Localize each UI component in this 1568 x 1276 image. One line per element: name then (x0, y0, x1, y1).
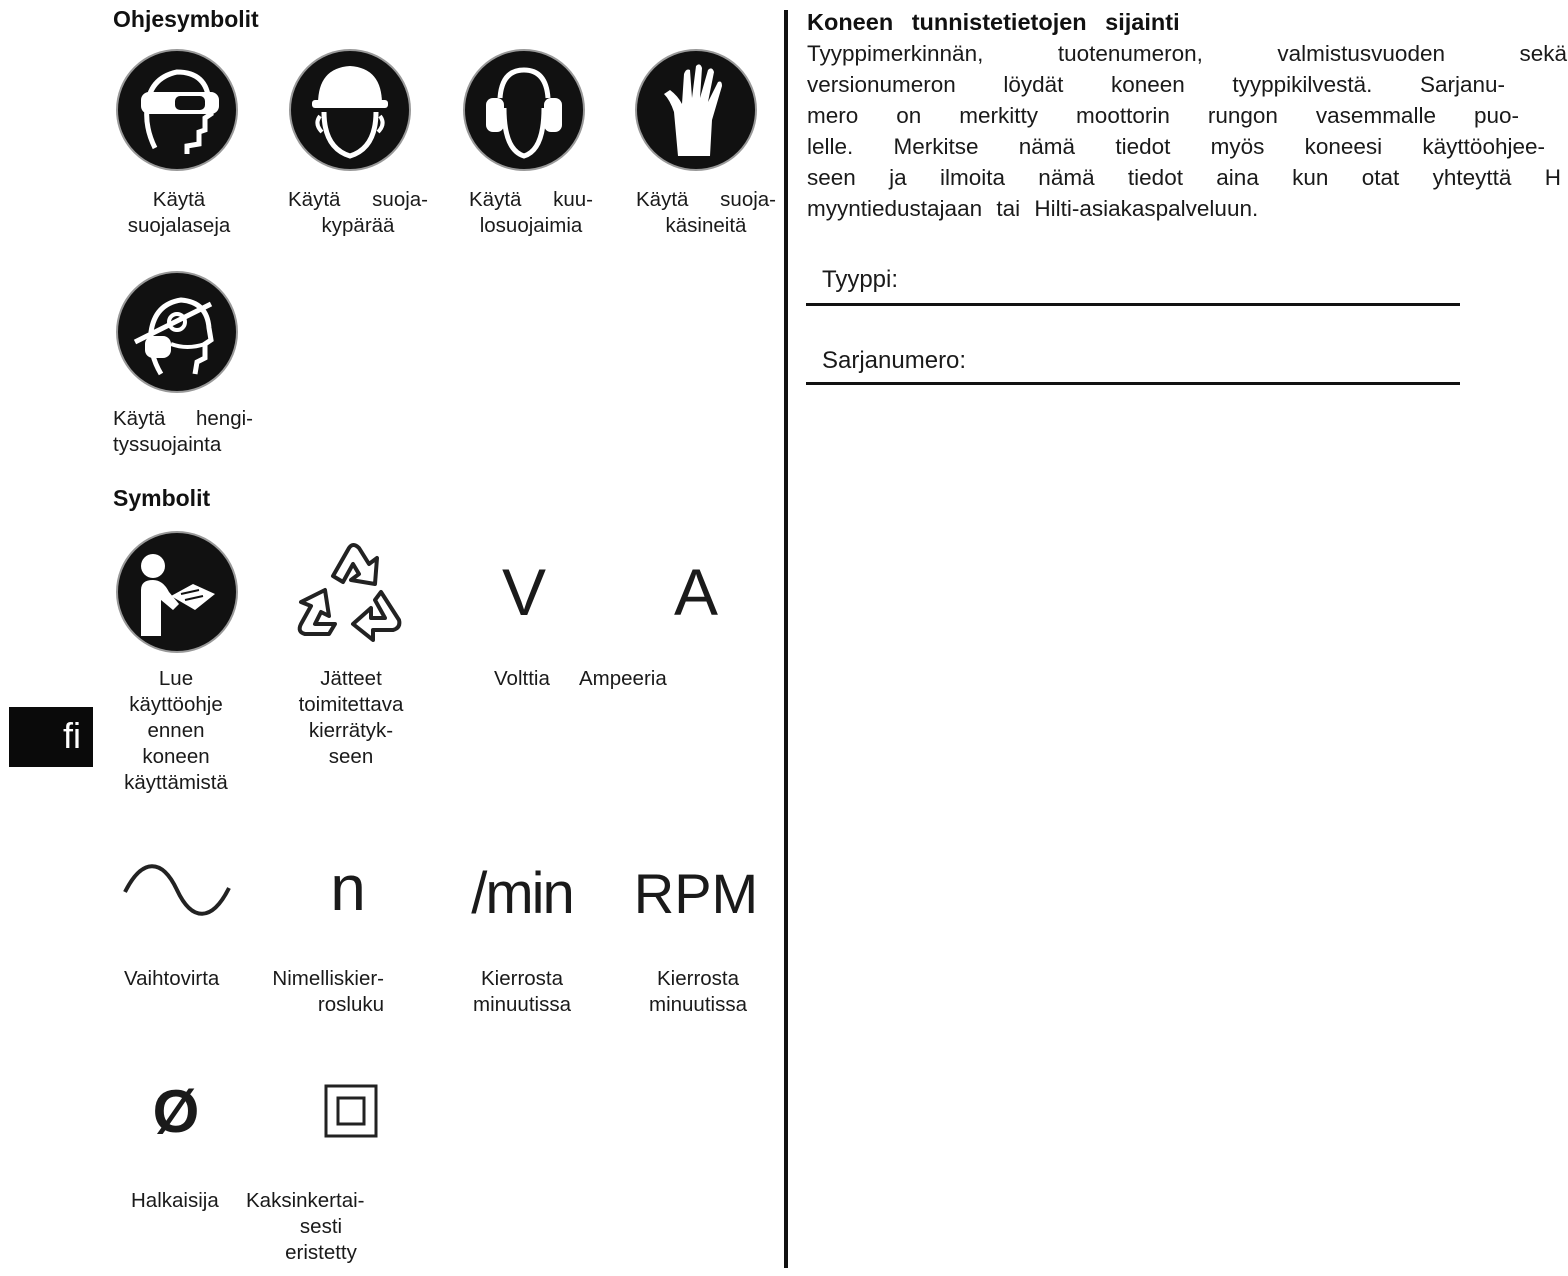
section-title: Koneen tunnistetietojen sijainti (807, 9, 1180, 35)
serial-number-label: Sarjanumero: (822, 347, 967, 374)
heading-instruction-symbols: Ohjesymbolit (113, 6, 259, 32)
gloves-icon (634, 48, 758, 172)
caption-gloves: Käytä suoja- käsineitä (636, 188, 776, 237)
caption-alternating-current: Vaihtovirta (124, 967, 220, 990)
caption-respirator: Käytä hengi- tyssuojainta (113, 407, 253, 456)
caption-safety-glasses: Käytä suojalaseja (127, 188, 231, 237)
caption-read-manual: Lue käyttöohje ennen koneen käyttämistä (124, 667, 228, 794)
alternating-current-icon (122, 862, 232, 918)
ampere-symbol: A (673, 555, 719, 629)
caption-per-minute: Kierrosta minuutissa (473, 967, 571, 1016)
caption-volt: Volttia (494, 667, 550, 690)
per-minute-symbol: /min (471, 861, 573, 926)
caption-rated-speed: Nimelliskier- rosluku (272, 967, 384, 1016)
type-label: Tyyppi: (822, 266, 899, 293)
identification-paragraph: Tyyppimerkinnän, tuotenumeron, valmistusvuoden sekä versionumeron löydät koneen tyyppikilvestä. Sarjanu- mero on merkitty moottorin rungon vasemmalle puo- lelle. Merkitse nämä tiedot myös koneesi käyttöohjee- seen ja ilmoita nämä tiedot aina kun otat yhteyttä H myyntiedustajaan tai Hilti-asiakaspalveluun. (807, 41, 1567, 221)
language-tab: fi (9, 707, 93, 767)
safety-glasses-icon (115, 48, 239, 172)
type-field-line[interactable] (806, 303, 1460, 306)
caption-hard-hat: Käytä suoja- kypärää (288, 188, 428, 237)
caption-ampere: Ampeeria (579, 667, 667, 690)
serial-number-field-line[interactable] (806, 382, 1460, 385)
double-insulation-icon (324, 1084, 378, 1138)
column-divider (784, 10, 788, 1268)
caption-ear-protection: Käytä kuu- losuojaimia (469, 188, 593, 237)
recycle-icon (289, 532, 413, 648)
caption-double-insulation: Kaksinkertai- sesti eristetty (246, 1189, 365, 1264)
rpm-symbol: RPM (633, 862, 759, 925)
caption-diameter: Halkaisija (131, 1189, 219, 1212)
hard-hat-icon (288, 48, 412, 172)
diameter-symbol: Ø (152, 1078, 200, 1145)
volt-symbol: V (501, 555, 547, 629)
caption-rpm: Kierrosta minuutissa (649, 967, 747, 1016)
heading-symbols: Symbolit (113, 485, 211, 511)
rated-speed-symbol: n (330, 852, 366, 924)
read-manual-icon (115, 530, 239, 654)
caption-recycle: Jätteet toimitettava kierrätyk- seen (298, 667, 404, 768)
ear-protection-icon (462, 48, 586, 172)
respirator-icon (115, 270, 239, 394)
